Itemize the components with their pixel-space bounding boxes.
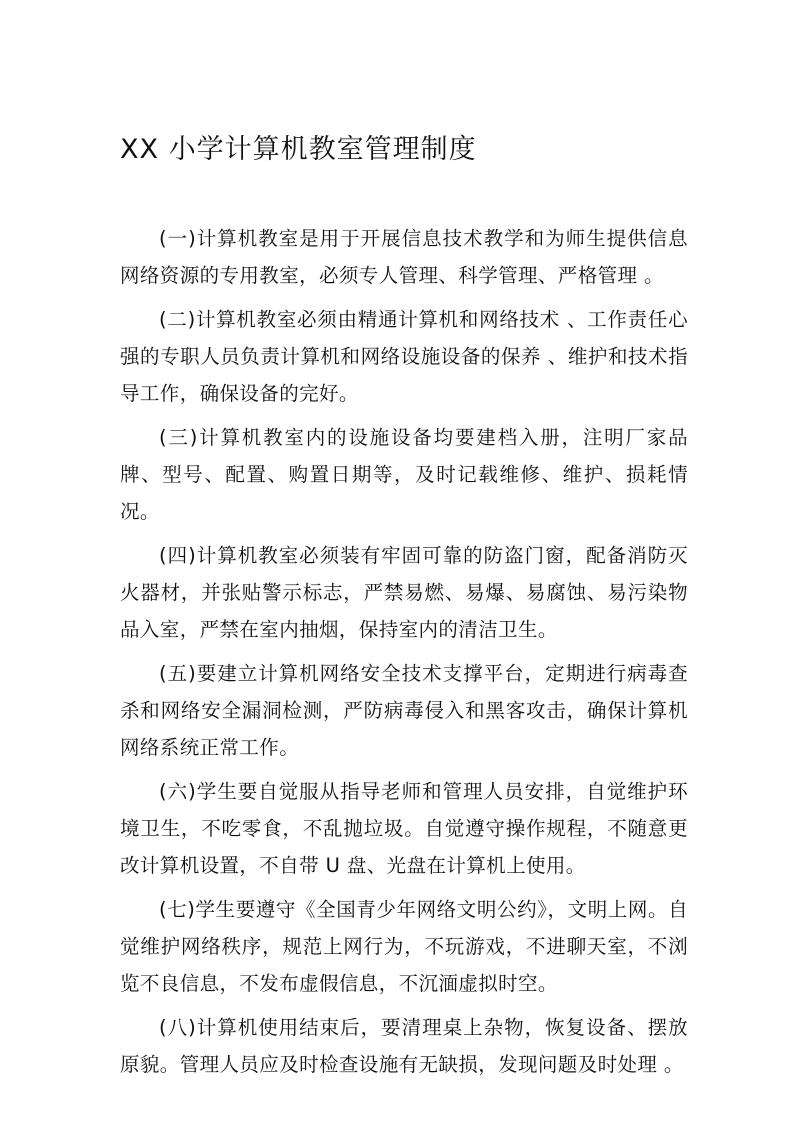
clause-3: (三)计算机教室内的设施设备均要建档入册，注明厂家品牌、型号、配置、购置日期等，及时记载维修、维护、损耗情况。 — [120, 426, 688, 523]
clause-4: (四)计算机教室必须装有牢固可靠的防盗门窗，配备消防灭火器材，并张贴警示标志，严禁易燃、易爆、易腐蚀、易污染物品入室，严禁在室内抽烟，保持室内的清洁卫生。 — [120, 544, 688, 641]
document-body — [120, 220, 688, 1090]
clause-6: (六)学生要自觉服从指导老师和管理人员安排，自觉维护环境卫生，不吃零食，不乱抛垃圾。自觉遵守操作规程，不随意更改计算机设置，不自带 U 盘、光盘在计算机上使用。 — [120, 780, 688, 877]
document-title: XX 小学计算机教室管理制度 — [120, 134, 477, 165]
clause-5: (五)要建立计算机网络安全技术支撑平台，定期进行病毒查杀和网络安全漏洞检测，严防病毒侵入和黑客攻击，确保计算机网络系统正常工作。 — [120, 662, 688, 759]
clause-2: (二)计算机教室必须由精通计算机和网络技术 、工作责任心强的专职人员负责计算机和网络设施设备的保养 、维护和技术指导工作，确保设备的完好。 — [120, 308, 688, 405]
clause-8: (八)计算机使用结束后，要清理桌上杂物，恢复设备、摆放原貌。管理人员应及时检查设施有无缺损，发现问题及时处理 。 — [120, 1016, 688, 1076]
clause-1: (一)计算机教室是用于开展信息技术教学和为师生提供信息网络资源的专用教室，必须专人管理、科学管理、严格管理 。 — [120, 227, 688, 287]
clause-7: (七)学生要遵守《全国青少年网络文明公约》，文明上网。自觉维护网络秩序，规范上网行为，不玩游戏，不进聊天室，不浏览不良信息，不发布虚假信息，不沉湎虚拟时空。 — [120, 898, 688, 995]
